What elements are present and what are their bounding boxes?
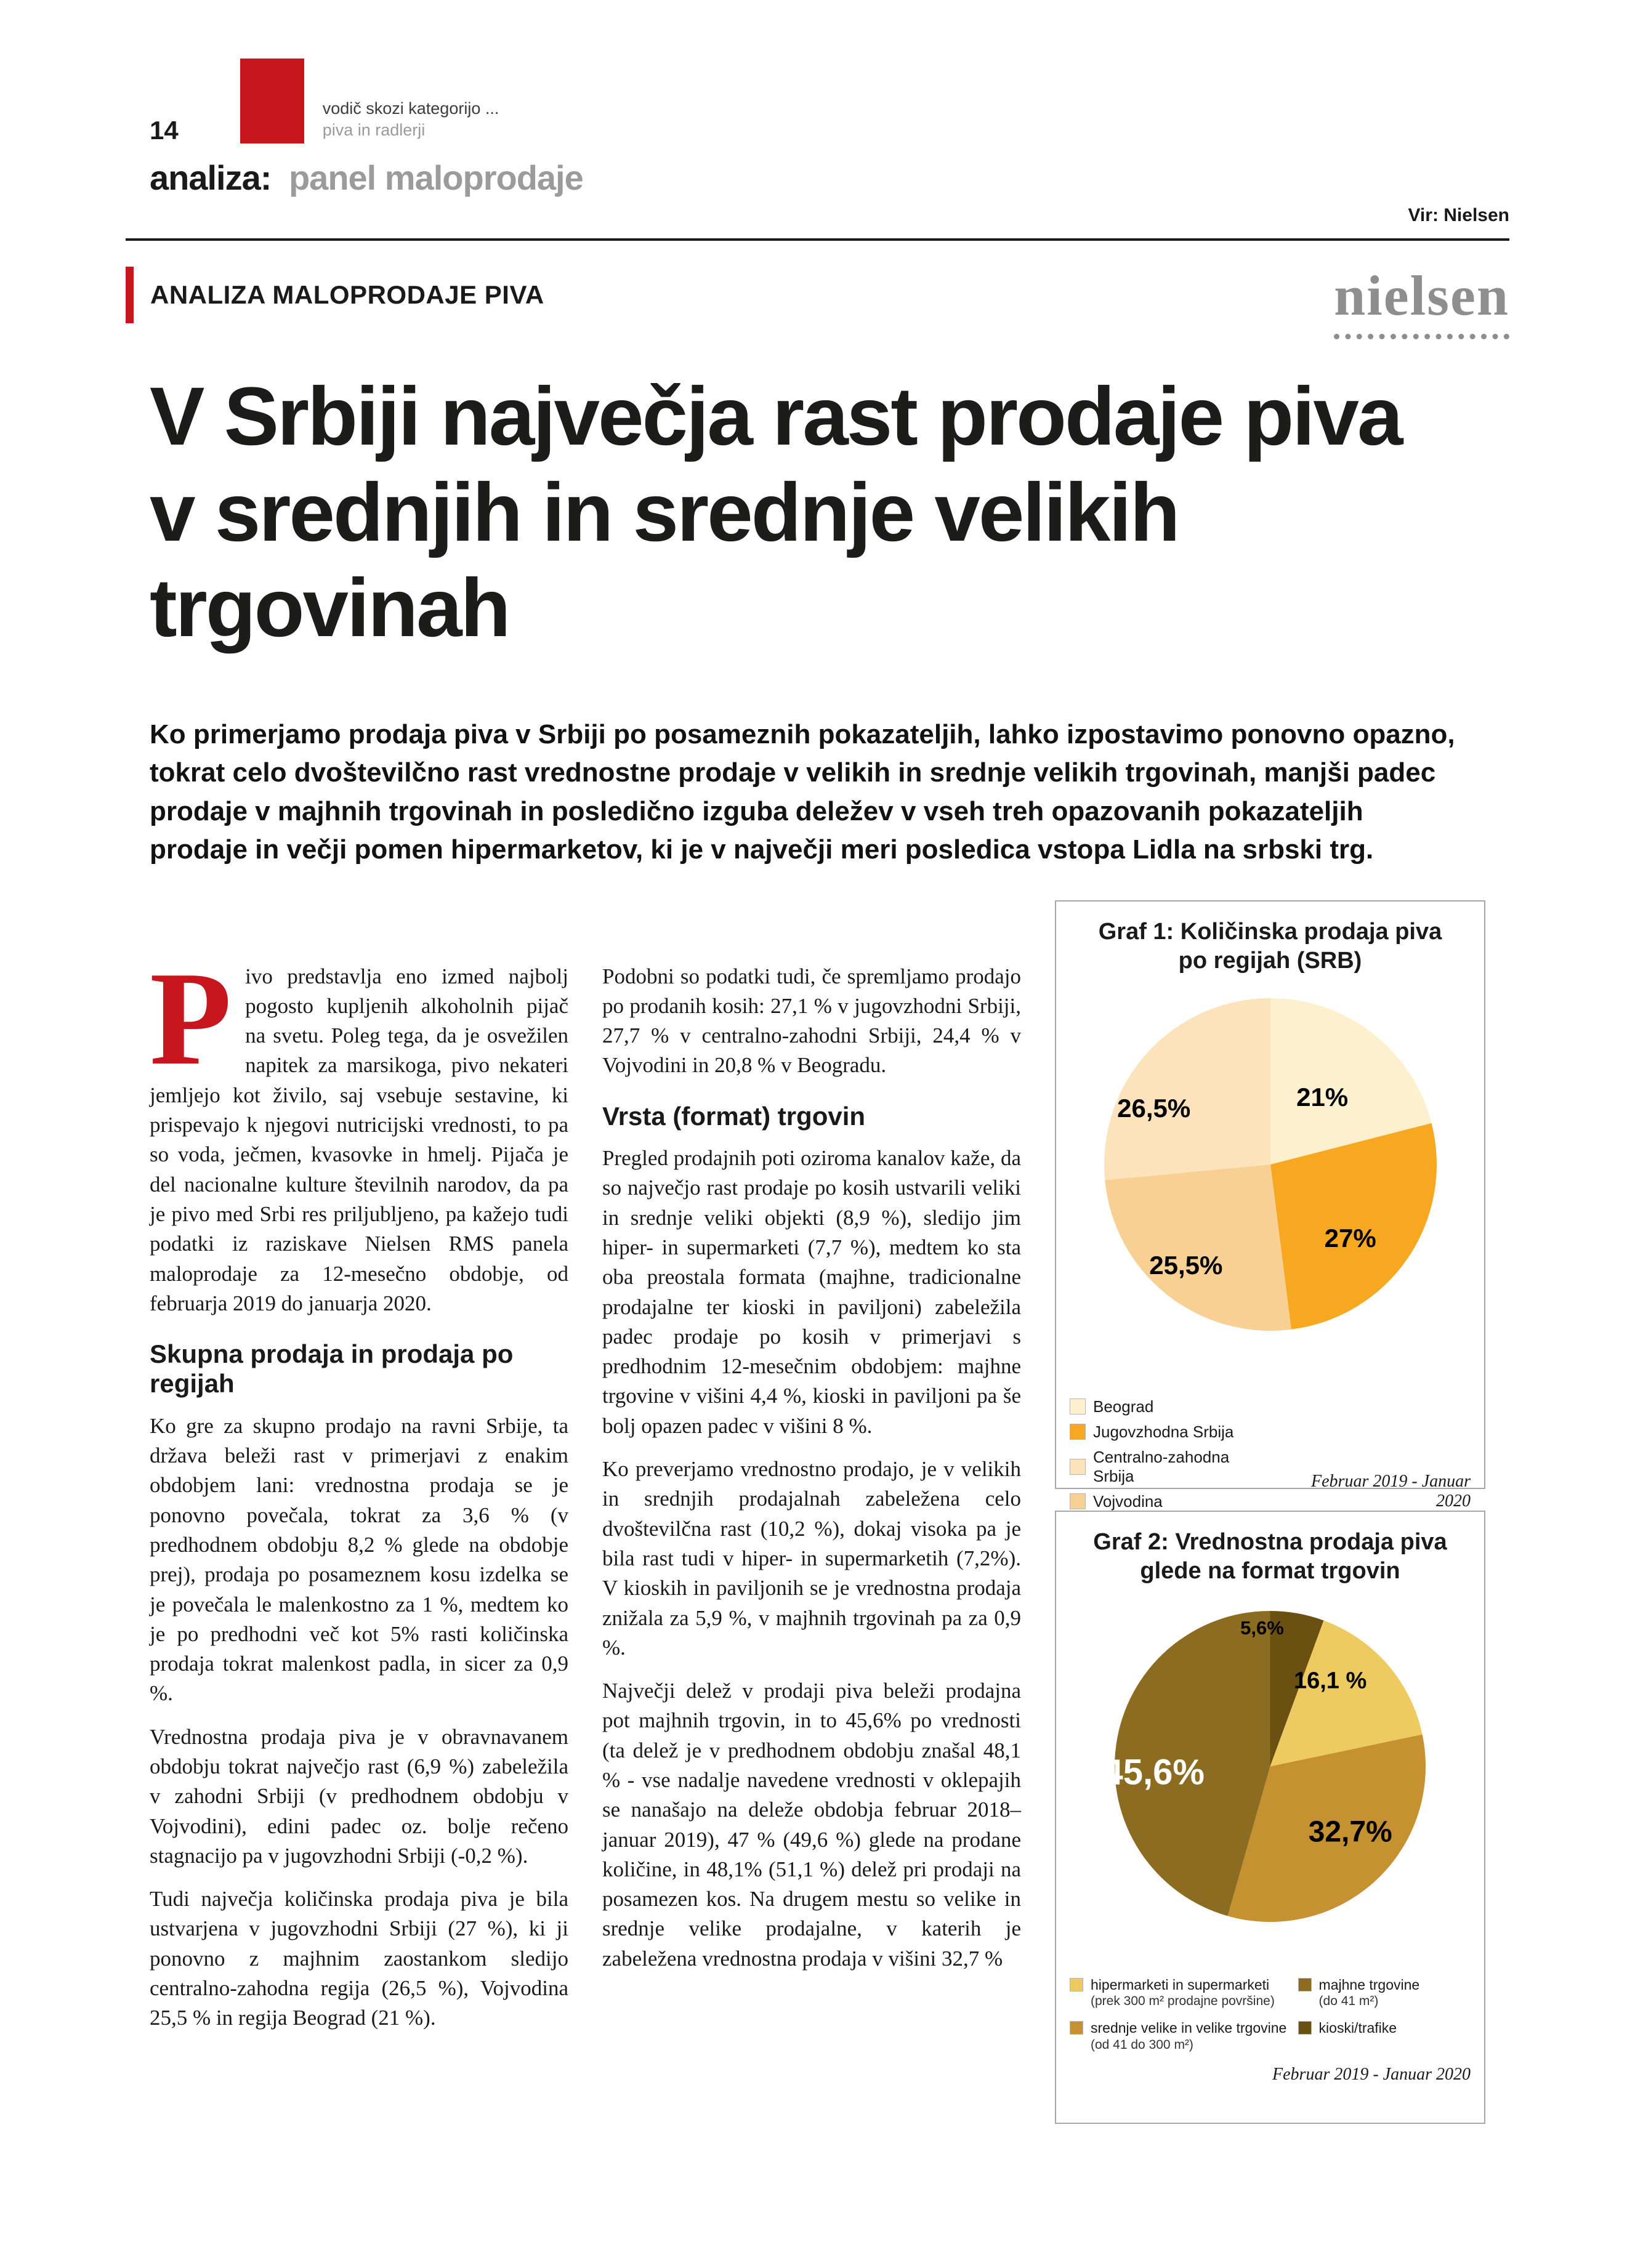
pie-label-centralno: 26,5% [1117,1094,1191,1123]
section-title [150,158,1509,197]
legend-text [1319,1977,1420,2009]
section-title-black: analiza: [150,158,272,197]
legend-item [1070,1397,1274,1416]
legend-item [1070,1492,1274,1511]
legend-swatch-srednje [1070,2021,1083,2035]
masthead [126,59,1509,143]
red-bar-accent [126,267,134,323]
subheading-store-format: Vrsta (format) trgovin [602,1101,866,1131]
chart2-title: Graf 2: Vrednostna prodaja piva glede na format trgovin [1093,1528,1447,1584]
body-paragraph: Največji delež v prodaji piva beleži prodajna pot majhnih trgovin, in to 45,6% po vrednosti (ta delež je v predhodnem obdobju znašal 48,1 % - vse nadalje navedene vrednosti v oklepajih se nanašajo na deleže obdobja februar 2018–januar 2019), 47 % (49,6 %) glede na prodane količine, in 48,1% (51,1 %) delež pri prodaji na posamezen kos. Na drugem mestu so velike in srednje velike prodajalne, v katerih je zabeležena vrednostna prodaja v višini 32,7 % [602,1679,1021,1971]
chart-rail [1055,900,1485,2145]
tagline-line2: piva in radlerji [322,120,426,139]
tagline [323,98,499,143]
pie-label-beograd: 21% [1296,1082,1349,1112]
nielsen-wordmark: nielsen [1334,264,1509,327]
legend-item [1070,1423,1274,1442]
nielsen-logo [1334,264,1509,339]
chart1-footnote: Februar 2019 - Januar 2020 [1311,1471,1471,1511]
legend-label: majhne trgovine [1318,1976,1420,1993]
pie-label-vojvodina: 25,5% [1149,1250,1223,1280]
chart-box-graf1 [1055,900,1485,1511]
legend-swatch-beograd [1070,1398,1086,1414]
kicker-row [126,264,1509,339]
chart1-title: Graf 1: Količinska prodaja piva po regijah (SRB) [1098,918,1442,974]
legend-label: hipermarketi in supermarketi [1091,1976,1270,1993]
pie-label-srednje: 32,7% [1308,1815,1392,1849]
legend-label: kioski/trafike [1318,2020,1397,2036]
legend-item [1070,2020,1294,2052]
legend-item [1298,1977,1474,2009]
body-column-2 [602,900,1021,2145]
paragraph-text: ivo predstavlja eno izmed najbolj pogosto kupljenih alkoholnih pijač na svetu. Poleg tega, da je osvežilen napitek za marsikoga, pivo nekateri jemljejo kot živilo, saj vsebuje sestavine, ki prispevajo k njegovi nutricijski vrednosti, to pa so voda, ječmen, kvasovke in hmelj. Pijača je del nacionalne kulture številnih narodov, da pa je pivo med Srbi res priljubljeno, pa kažejo tudi podatki iz raziskave Nielsen RMS panela maloprodaje za 12-mesečno obdobje, od februarja 2019 do januarja 2020. [150,964,568,1315]
pie-slice [1104,998,1270,1180]
kicker [126,267,544,323]
legend-swatch-majhne [1298,1978,1312,1992]
legend-sublabel: (od 41 do 300 m²) [1091,2037,1193,2052]
body-paragraph: Vrednostna prodaja piva je v obravnavanem obdobju tokrat največjo rast (6,9 %) zabeležila v zahodni Srbiji (v predhodnem obdobju v Vojvodini), edini padec oz. bolje rečeno stagnacijo pa v jugovzhodni Srbiji (-0,2 %). [150,1724,568,1868]
body-column-1 [150,900,568,2145]
body-paragraph [150,944,568,1319]
legend-text [1319,2020,1397,2037]
pie-label-kioski: 5,6% [1240,1617,1284,1639]
legend-text [1091,1977,1275,2009]
content-grid [150,900,1485,2145]
red-logo-block [240,59,304,143]
nielsen-dots-icon [1334,334,1509,339]
pie-label-majhne: 45,6% [1103,1752,1205,1793]
legend-swatch-kioski [1298,2021,1312,2035]
body-paragraph: Podobni so podatki tudi, če spremljamo prodajo po prodanih kosih: 27,1 % v jugovzhodni Srbiji, 27,7 % v centralno-zahodni Srbiji, 24,4 % v Vojvodini in 20,8 % v Beogradu. [602,964,1021,1078]
chart2-legend [1070,1977,1471,2053]
legend-text [1091,2020,1286,2052]
chart2-footnote: Februar 2019 - Januar 2020 [1272,2065,1471,2084]
divider-rule [126,238,1509,241]
tagline-line1: vodič skozi kategorijo ... [322,99,499,118]
body-paragraph: Tudi največja količinska prodaja piva je bila ustvarjena v jugovzhodni Srbiji (27 %), ki ji ponovno z majhnim zaostankom sledijo centralno-zahodna regija (26,5 %), Vojvodina 25,5 % in regija Beograd (21 %). [150,1887,568,2030]
legend-sublabel: (prek 300 m² prodajne površine) [1091,1994,1275,2009]
headline: V Srbiji največja rast prodaje piva v srednjih in srednje velikih trgovinah [150,371,1402,655]
legend-swatch-hipermarketi [1070,1978,1083,1992]
pie-label-jugovzhodna: 27% [1324,1224,1376,1253]
body-paragraph: Pregled prodajnih poti oziroma kanalov kaže, da so največjo rast prodaje po kosih ustvarili veliki in srednje veliki objekti (8,9 %), sledijo jim hiper- in supermarketi (7,7 %), medtem ko sta oba preostala formata (majhne, tradicionalne prodajalne ter kioski in paviljoni) zabeležila padec prodaje po kosih v primerjavi s predhodnim 12-mesečnim obdobjem: majhne trgovine v višini 4,4 %, kioski in paviljoni pa še bolj opazen padec v višini 8 %. [602,1146,1021,1438]
pie-chart-regions [1104,998,1437,1331]
kicker-label: ANALIZA MALOPRODAJE PIVA [150,280,544,309]
legend-label: Beograd [1093,1397,1154,1416]
chart1-legend-row [1070,1397,1471,1511]
pie-slice [1105,1164,1291,1331]
section-title-gray: panel maloprodaje [288,158,583,197]
legend-swatch-vojvodina [1070,1493,1086,1509]
legend-label: Jugovzhodna Srbija [1093,1422,1234,1441]
legend-sublabel: (do 41 m²) [1318,1994,1379,2009]
pie-label-hipermarketi: 16,1 % [1293,1668,1367,1694]
drop-cap: P [150,944,232,1093]
chart2-pie-area [1070,1611,1471,1962]
lead-paragraph: Ko primerjamo prodaja piva v Srbiji po posameznih pokazateljih, lahko izpostavimo ponovno opazno, tokrat celo dvoštevilčno rast vrednostne prodaje v velikih in srednje velikih trgovinah, manjši padec prodaje v majhnih trgovinah in posledično izguba deležev v vseh treh opazovanih pokazateljih prodaje in večji pomen hipermarketov, ki je v največji meri posledica vstopa Lidla na srbski trg. [150,719,1455,865]
page-number: 14 [150,116,179,145]
chart-box-graf2 [1055,1511,1485,2124]
legend-item [1298,2020,1474,2052]
legend-item [1070,1977,1294,2009]
legend-label: srednje velike in velike trgovine [1091,2020,1287,2036]
chart1-pie-area [1070,998,1471,1380]
subheading-regions: Skupna prodaja in prodaja po regijah [150,1339,514,1398]
source-credit: Vir: Nielsen [1408,205,1509,225]
legend-swatch-centralno [1070,1459,1086,1475]
legend-item [1070,1448,1274,1486]
body-paragraph: Ko preverjamo vrednostno prodajo, je v velikih in srednjih prodajalnah zabeležena celo dvoštevilčna rast (10,2 %), dokaj visoka pa je bila rast tudi v hiper- in supermarketih (7,2%). V kioskih in paviljonih se je vrednostna prodaja znižala za 5,9 %, v majhnih trgovinah pa za 0,9 %. [602,1457,1021,1660]
legend-label: Centralno-zahodna Srbija [1093,1447,1230,1485]
body-paragraph: Ko gre za skupno prodajo na ravni Srbije, ta država beleži rast v primerjavi z enakim obdobjem lani: vrednostna prodaja se je ponovno povečala, tokrat za 3,6 % (v predhodnem obdobju 8,2 % glede na obdobje prej), prodaja po posameznem kosu izdelka se je povečala le malenkostno za 1 %, medtem ko je po predhodni več kot 5% rasti količinska prodaja tokrat malenkost padla, in sicer za 0,9 %. [150,1413,568,1706]
chart1-legend [1070,1397,1274,1511]
legend-swatch-jugovzhodna [1070,1424,1086,1440]
legend-label: Vojvodina [1093,1491,1163,1511]
